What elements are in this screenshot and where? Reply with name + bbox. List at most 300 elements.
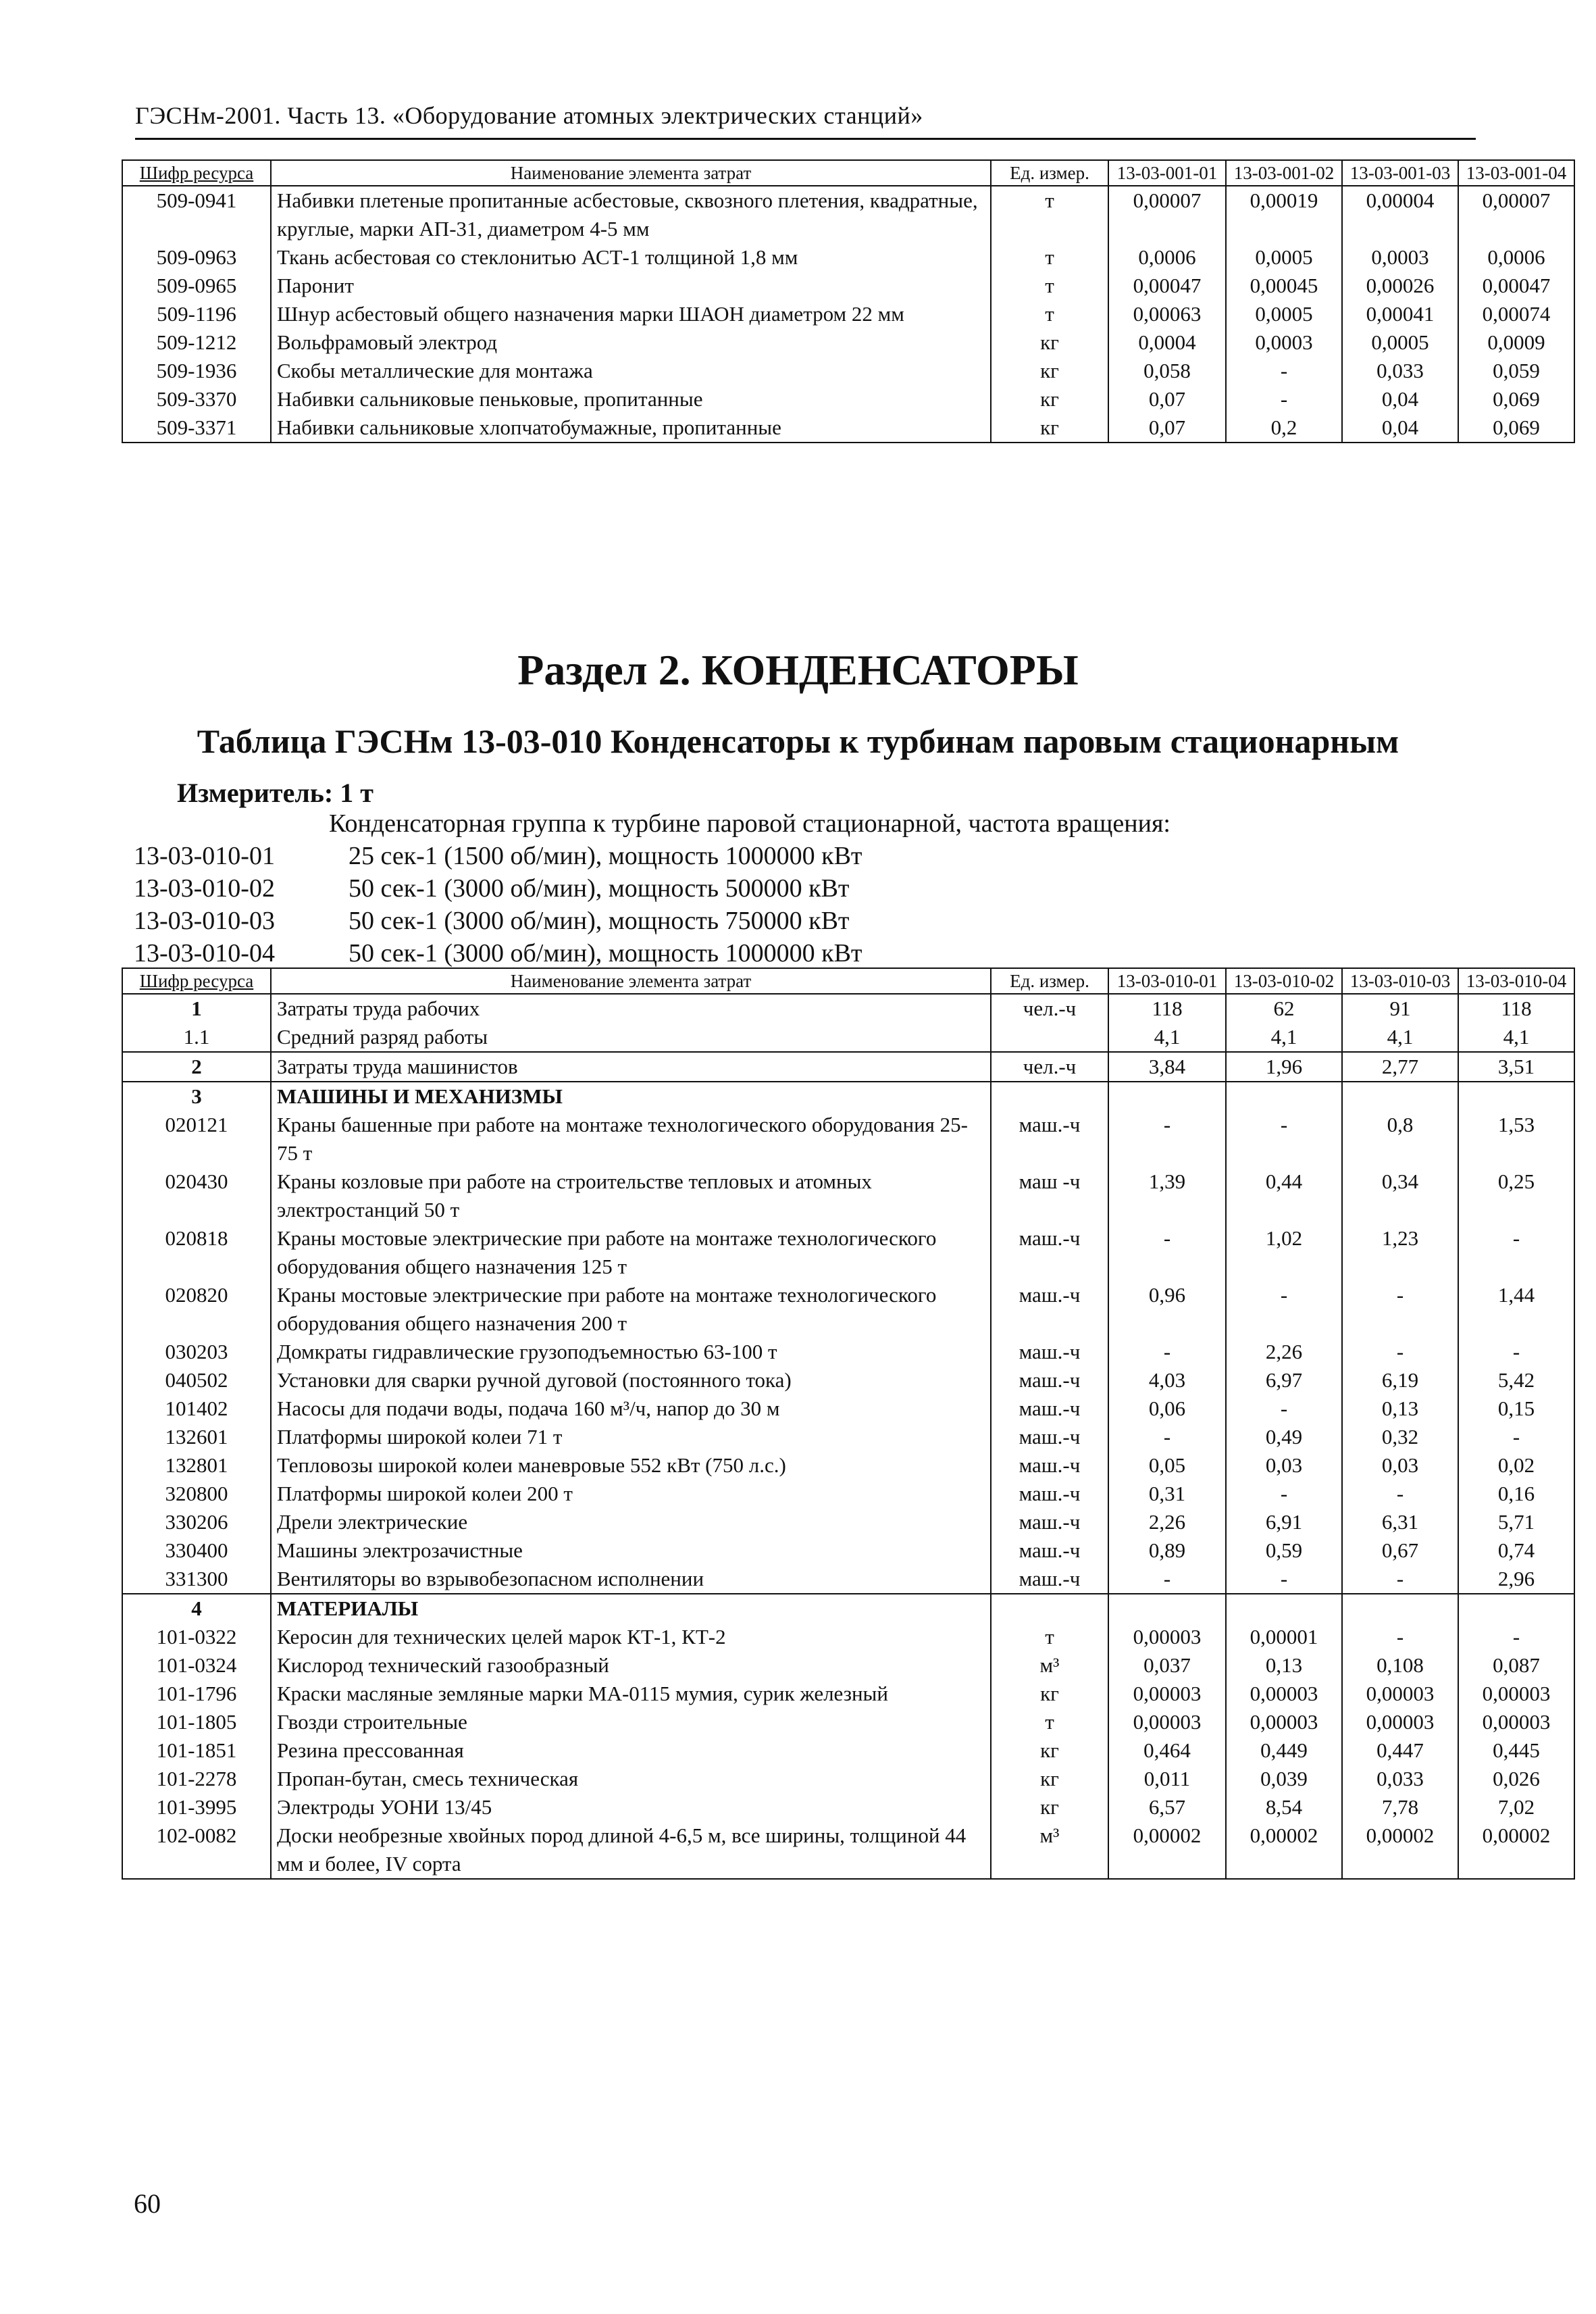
description-code: 13-03-010-02 — [134, 874, 275, 903]
value-cell: 6,57 — [1108, 1793, 1226, 1821]
code-cell: 101402 — [122, 1394, 271, 1423]
value-cell: 0,00007 — [1108, 186, 1226, 243]
description-code: 13-03-010-04 — [134, 939, 275, 967]
unit-cell: маш -ч — [991, 1167, 1108, 1224]
unit-cell: кг — [991, 357, 1108, 385]
value-cell: 0,00003 — [1108, 1708, 1226, 1736]
value-cell: - — [1342, 1565, 1458, 1594]
value-cell: - — [1226, 385, 1342, 413]
column-header-unit: Ед. измер. — [991, 160, 1108, 186]
description-item — [134, 840, 863, 872]
value-cell: 91 — [1342, 994, 1458, 1023]
value-cell: 6,31 — [1342, 1508, 1458, 1536]
value-cell: 4,1 — [1226, 1023, 1342, 1052]
code-cell: 509-1196 — [122, 300, 271, 328]
value-cell: 0,00047 — [1108, 272, 1226, 300]
value-cell: - — [1458, 1338, 1574, 1366]
value-cell: 2,96 — [1458, 1565, 1574, 1594]
value-cell: 0,03 — [1226, 1451, 1342, 1480]
code-cell: 102-0082 — [122, 1821, 271, 1879]
description-item — [134, 937, 863, 970]
value-cell: 0,00041 — [1342, 300, 1458, 328]
unit-cell: маш.-ч — [991, 1224, 1108, 1281]
value-cell — [1458, 1082, 1574, 1111]
value-cell: 0,0004 — [1108, 328, 1226, 357]
code-cell: 3 — [122, 1082, 271, 1111]
value-cell: 0,32 — [1342, 1423, 1458, 1451]
value-cell: 0,44 — [1226, 1167, 1342, 1224]
table-row — [122, 413, 1574, 443]
value-cell: 0,033 — [1342, 1765, 1458, 1793]
value-cell: 0,15 — [1458, 1394, 1574, 1423]
code-cell: 330206 — [122, 1508, 271, 1536]
name-cell: Насосы для подачи воды, подача 160 м³/ч, напор до 30 м — [271, 1394, 991, 1423]
value-cell: 118 — [1458, 994, 1574, 1023]
value-cell: 0,06 — [1108, 1394, 1226, 1423]
table-row — [122, 186, 1574, 243]
value-cell: 0,069 — [1458, 385, 1574, 413]
value-cell: 0,011 — [1108, 1765, 1226, 1793]
value-cell: 0,00026 — [1342, 272, 1458, 300]
table-row — [122, 1623, 1574, 1651]
column-header-code: Шифр ресурса — [122, 160, 271, 186]
value-cell: 0,069 — [1458, 413, 1574, 443]
code-cell: 1.1 — [122, 1023, 271, 1052]
value-cell: 0,00003 — [1342, 1708, 1458, 1736]
name-cell: Гвозди строительные — [271, 1708, 991, 1736]
unit-cell: чел.-ч — [991, 1052, 1108, 1082]
table-body — [122, 994, 1574, 1879]
description-text: 50 сек-1 (3000 об/мин), мощность 1000000 кВт — [349, 939, 863, 967]
unit-cell: т — [991, 1623, 1108, 1651]
code-cell: 4 — [122, 1594, 271, 1623]
value-cell: 0,74 — [1458, 1536, 1574, 1565]
value-cell: 7,02 — [1458, 1793, 1574, 1821]
value-cell: 0,00002 — [1108, 1821, 1226, 1879]
value-cell: 5,42 — [1458, 1366, 1574, 1394]
name-cell: Платформы широкой колеи 200 т — [271, 1480, 991, 1508]
value-cell: 3,51 — [1458, 1052, 1574, 1082]
value-cell — [1226, 1594, 1342, 1623]
table-row — [122, 1536, 1574, 1565]
table-row — [122, 1480, 1574, 1508]
value-cell: 0,13 — [1226, 1651, 1342, 1680]
code-cell: 020820 — [122, 1281, 271, 1338]
table-row — [122, 1394, 1574, 1423]
value-cell: 0,67 — [1342, 1536, 1458, 1565]
column-header-norm: 13-03-001-01 — [1108, 160, 1226, 186]
table-row — [122, 328, 1574, 357]
unit-cell: кг — [991, 385, 1108, 413]
table-row — [122, 1423, 1574, 1451]
name-cell: Машины электрозачистные — [271, 1536, 991, 1565]
unit-cell: т — [991, 1708, 1108, 1736]
value-cell: 0,00003 — [1458, 1680, 1574, 1708]
value-cell: - — [1108, 1565, 1226, 1594]
column-header-name: Наименование элемента затрат — [271, 968, 991, 994]
value-cell: 0,02 — [1458, 1451, 1574, 1480]
value-cell: 0,00007 — [1458, 186, 1574, 243]
code-cell: 101-2278 — [122, 1765, 271, 1793]
value-cell: 0,00003 — [1108, 1680, 1226, 1708]
value-cell: 5,71 — [1458, 1508, 1574, 1536]
value-cell: 0,00019 — [1226, 186, 1342, 243]
section-heading-row — [122, 1082, 1574, 1111]
value-cell: - — [1108, 1111, 1226, 1167]
running-header: ГЭСНм-2001. Часть 13. «Оборудование атомных электрических станций» — [135, 102, 923, 129]
name-cell: Пропан-бутан, смесь техническая — [271, 1765, 991, 1793]
unit-cell: маш.-ч — [991, 1338, 1108, 1366]
unit-cell: кг — [991, 328, 1108, 357]
value-cell: 0,00063 — [1108, 300, 1226, 328]
value-cell: 0,07 — [1108, 413, 1226, 443]
value-cell: 1,96 — [1226, 1052, 1342, 1082]
name-cell: Набивки плетеные пропитанные асбестовые, сквозного плетения, квадратные, круглые, марки АП-31, диаметром 4-5 мм — [271, 186, 991, 243]
value-cell: 0,16 — [1458, 1480, 1574, 1508]
value-cell: 0,087 — [1458, 1651, 1574, 1680]
unit-cell: маш.-ч — [991, 1565, 1108, 1594]
name-cell: Шнур асбестовый общего назначения марки ШАОН диаметром 22 мм — [271, 300, 991, 328]
value-cell: 0,0005 — [1342, 328, 1458, 357]
value-cell — [1458, 1594, 1574, 1623]
unit-cell: м³ — [991, 1821, 1108, 1879]
table-row — [122, 1651, 1574, 1680]
value-cell: 0,00004 — [1342, 186, 1458, 243]
name-cell: Набивки сальниковые хлопчатобумажные, пропитанные — [271, 413, 991, 443]
value-cell: 4,1 — [1342, 1023, 1458, 1052]
table-header-row — [122, 968, 1574, 994]
value-cell: 0,00003 — [1226, 1708, 1342, 1736]
code-cell: 331300 — [122, 1565, 271, 1594]
value-cell: 2,77 — [1342, 1052, 1458, 1082]
code-cell: 030203 — [122, 1338, 271, 1366]
value-cell: 1,39 — [1108, 1167, 1226, 1224]
unit-cell: маш.-ч — [991, 1451, 1108, 1480]
header-rule — [135, 138, 1476, 140]
value-cell: 0,07 — [1108, 385, 1226, 413]
section-title: Раздел 2. КОНДЕНСАТОРЫ — [517, 646, 1079, 694]
table-row — [122, 357, 1574, 385]
value-cell: 6,91 — [1226, 1508, 1342, 1536]
value-cell: - — [1108, 1423, 1226, 1451]
name-cell: Краны мостовые электрические при работе на монтаже технологического оборудования общего назначения 200 т — [271, 1281, 991, 1338]
value-cell: 0,00045 — [1226, 272, 1342, 300]
column-header-name: Наименование элемента затрат — [271, 160, 991, 186]
code-cell: 101-1796 — [122, 1680, 271, 1708]
value-cell: 0,13 — [1342, 1394, 1458, 1423]
value-cell: 0,059 — [1458, 357, 1574, 385]
value-cell: 0,037 — [1108, 1651, 1226, 1680]
value-cell: 0,447 — [1342, 1736, 1458, 1765]
value-cell — [1226, 1082, 1342, 1111]
code-cell: 020430 — [122, 1167, 271, 1224]
table-row — [122, 1281, 1574, 1338]
value-cell: 0,25 — [1458, 1167, 1574, 1224]
value-cell: 0,0009 — [1458, 328, 1574, 357]
value-cell: 1,23 — [1342, 1224, 1458, 1281]
code-cell: 101-1851 — [122, 1736, 271, 1765]
unit-cell: маш.-ч — [991, 1536, 1108, 1565]
column-header-norm: 13-03-001-02 — [1226, 160, 1342, 186]
name-cell: Краны башенные при работе на монтаже технологического оборудования 25-75 т — [271, 1111, 991, 1167]
value-cell: 0,058 — [1108, 357, 1226, 385]
value-cell: - — [1458, 1224, 1574, 1281]
column-header-unit: Ед. измер. — [991, 968, 1108, 994]
name-cell: Кислород технический газообразный — [271, 1651, 991, 1680]
name-cell: Затраты труда машинистов — [271, 1052, 991, 1082]
value-cell: 6,97 — [1226, 1366, 1342, 1394]
description-text: 50 сек-1 (3000 об/мин), мощность 500000 кВт — [349, 874, 850, 903]
value-cell: 0,00002 — [1342, 1821, 1458, 1879]
name-cell: МАШИНЫ И МЕХАНИЗМЫ — [271, 1082, 991, 1111]
table-row — [122, 1736, 1574, 1765]
table-row — [122, 1793, 1574, 1821]
code-cell: 509-0963 — [122, 243, 271, 272]
value-cell: 0,026 — [1458, 1765, 1574, 1793]
name-cell: Резина прессованная — [271, 1736, 991, 1765]
value-cell: 0,0006 — [1458, 243, 1574, 272]
table-row — [122, 1708, 1574, 1736]
name-cell: Затраты труда рабочих — [271, 994, 991, 1023]
value-cell — [1342, 1082, 1458, 1111]
value-cell: 0,0006 — [1108, 243, 1226, 272]
column-header-norm: 13-03-001-03 — [1342, 160, 1458, 186]
value-cell: 2,26 — [1226, 1338, 1342, 1366]
name-cell: Средний разряд работы — [271, 1023, 991, 1052]
value-cell: - — [1342, 1623, 1458, 1651]
value-cell: 0,0003 — [1342, 243, 1458, 272]
value-cell: 1,53 — [1458, 1111, 1574, 1167]
unit-cell: маш.-ч — [991, 1394, 1108, 1423]
name-cell: Керосин для технических целей марок КТ-1, КТ-2 — [271, 1623, 991, 1651]
code-cell: 320800 — [122, 1480, 271, 1508]
unit-cell: т — [991, 186, 1108, 243]
code-cell: 101-0322 — [122, 1623, 271, 1651]
table-row — [122, 1765, 1574, 1793]
code-cell: 101-3995 — [122, 1793, 271, 1821]
unit-cell: маш.-ч — [991, 1508, 1108, 1536]
table-row — [122, 1052, 1574, 1082]
value-cell — [1342, 1594, 1458, 1623]
value-cell: 0,108 — [1342, 1651, 1458, 1680]
column-header-norm: 13-03-010-02 — [1226, 968, 1342, 994]
code-cell: 101-0324 — [122, 1651, 271, 1680]
unit-cell — [991, 1594, 1108, 1623]
value-cell: 0,0003 — [1226, 328, 1342, 357]
value-cell: 0,2 — [1226, 413, 1342, 443]
page-number: 60 — [134, 2188, 161, 2219]
value-cell: - — [1108, 1224, 1226, 1281]
value-cell: 4,1 — [1458, 1023, 1574, 1052]
code-cell: 509-0941 — [122, 186, 271, 243]
name-cell: Ткань асбестовая со стеклонитью АСТ-1 толщиной 1,8 мм — [271, 243, 991, 272]
value-cell: 118 — [1108, 994, 1226, 1023]
value-cell: - — [1342, 1338, 1458, 1366]
value-cell: 0,96 — [1108, 1281, 1226, 1338]
value-cell: 0,49 — [1226, 1423, 1342, 1451]
table-row — [122, 1451, 1574, 1480]
value-cell: 3,84 — [1108, 1052, 1226, 1082]
value-cell: 4,03 — [1108, 1366, 1226, 1394]
code-cell: 020121 — [122, 1111, 271, 1167]
value-cell: 7,78 — [1342, 1793, 1458, 1821]
value-cell: 0,00002 — [1226, 1821, 1342, 1879]
name-cell: Краны козловые при работе на строительстве тепловых и атомных электростанций 50 т — [271, 1167, 991, 1224]
unit-cell: т — [991, 272, 1108, 300]
column-header-code: Шифр ресурса — [122, 968, 271, 994]
name-cell: Домкраты гидравлические грузоподъемностью 63-100 т — [271, 1338, 991, 1366]
name-cell: Краски масляные земляные марки МА-0115 мумия, сурик железный — [271, 1680, 991, 1708]
unit-cell: кг — [991, 1765, 1108, 1793]
column-header-norm: 13-03-010-01 — [1108, 968, 1226, 994]
value-cell: 8,54 — [1226, 1793, 1342, 1821]
description-item — [134, 905, 850, 937]
table-row — [122, 385, 1574, 413]
column-header-norm: 13-03-001-04 — [1458, 160, 1574, 186]
value-cell: 0,8 — [1342, 1111, 1458, 1167]
code-cell: 509-3371 — [122, 413, 271, 443]
table-row — [122, 300, 1574, 328]
description-code: 13-03-010-01 — [134, 842, 275, 870]
value-cell: 0,0005 — [1226, 243, 1342, 272]
value-cell — [1108, 1082, 1226, 1111]
unit-cell: т — [991, 243, 1108, 272]
value-cell: 1,02 — [1226, 1224, 1342, 1281]
table-row — [122, 1821, 1574, 1879]
name-cell: Скобы металлические для монтажа — [271, 357, 991, 385]
name-cell: Доски необрезные хвойных пород длиной 4-6,5 м, все ширины, толщиной 44 мм и более, IV сорта — [271, 1821, 991, 1879]
name-cell: Паронит — [271, 272, 991, 300]
code-cell: 509-0965 — [122, 272, 271, 300]
value-cell: 0,89 — [1108, 1536, 1226, 1565]
value-cell: 0,59 — [1226, 1536, 1342, 1565]
value-cell: 0,05 — [1108, 1451, 1226, 1480]
value-cell: - — [1458, 1423, 1574, 1451]
value-cell: 1,44 — [1458, 1281, 1574, 1338]
table-row — [122, 994, 1574, 1023]
value-cell: 0,033 — [1342, 357, 1458, 385]
value-cell: 62 — [1226, 994, 1342, 1023]
value-cell: 0,464 — [1108, 1736, 1226, 1765]
unit-cell: кг — [991, 1793, 1108, 1821]
meter-label: Измеритель: 1 т — [177, 778, 374, 808]
value-cell: 0,039 — [1226, 1765, 1342, 1793]
unit-cell: маш.-ч — [991, 1111, 1108, 1167]
column-header-norm: 13-03-010-04 — [1458, 968, 1574, 994]
value-cell: 0,00003 — [1342, 1680, 1458, 1708]
table-row — [122, 1023, 1574, 1052]
code-cell: 1 — [122, 994, 271, 1023]
value-cell: - — [1458, 1623, 1574, 1651]
code-cell: 509-3370 — [122, 385, 271, 413]
name-cell: Платформы широкой колеи 71 т — [271, 1423, 991, 1451]
table-row — [122, 1508, 1574, 1536]
value-cell: 0,0005 — [1226, 300, 1342, 328]
unit-cell: кг — [991, 413, 1108, 443]
value-cell: 0,04 — [1342, 413, 1458, 443]
value-cell: 2,26 — [1108, 1508, 1226, 1536]
value-cell: 4,1 — [1108, 1023, 1226, 1052]
value-cell: 0,34 — [1342, 1167, 1458, 1224]
value-cell: - — [1226, 1480, 1342, 1508]
unit-cell: чел.-ч — [991, 994, 1108, 1023]
name-cell: Тепловозы широкой колеи маневровые 552 кВт (750 л.с.) — [271, 1451, 991, 1480]
value-cell: - — [1226, 1111, 1342, 1167]
value-cell: 0,00003 — [1458, 1708, 1574, 1736]
code-cell: 132801 — [122, 1451, 271, 1480]
column-header-norm: 13-03-010-03 — [1342, 968, 1458, 994]
unit-cell: маш.-ч — [991, 1423, 1108, 1451]
unit-cell: маш.-ч — [991, 1281, 1108, 1338]
unit-cell: кг — [991, 1736, 1108, 1765]
value-cell: 0,03 — [1342, 1451, 1458, 1480]
value-cell: - — [1342, 1480, 1458, 1508]
table-row — [122, 1167, 1574, 1224]
resources-table-continued — [122, 159, 1575, 443]
value-cell: 0,00074 — [1458, 300, 1574, 328]
value-cell: 0,04 — [1342, 385, 1458, 413]
code-cell: 020818 — [122, 1224, 271, 1281]
value-cell: 0,449 — [1226, 1736, 1342, 1765]
unit-cell: м³ — [991, 1651, 1108, 1680]
table-row — [122, 1338, 1574, 1366]
unit-cell: маш.-ч — [991, 1480, 1108, 1508]
value-cell: - — [1226, 357, 1342, 385]
table-row — [122, 1111, 1574, 1167]
value-cell: - — [1226, 1281, 1342, 1338]
value-cell: 6,19 — [1342, 1366, 1458, 1394]
description-intro: Конденсаторная группа к турбине паровой стационарной, частота вращения: — [329, 809, 1170, 838]
section-heading-row — [122, 1594, 1574, 1623]
name-cell: Вентиляторы во взрывобезопасном исполнении — [271, 1565, 991, 1594]
table-header-row — [122, 160, 1574, 186]
table-body — [122, 186, 1574, 443]
unit-cell: т — [991, 300, 1108, 328]
description-item — [134, 872, 850, 905]
description-text: 50 сек-1 (3000 об/мин), мощность 750000 кВт — [349, 907, 850, 935]
name-cell: Набивки сальниковые пеньковые, пропитанные — [271, 385, 991, 413]
value-cell: 0,00047 — [1458, 272, 1574, 300]
value-cell: 0,445 — [1458, 1736, 1574, 1765]
table-row — [122, 1224, 1574, 1281]
value-cell: - — [1108, 1338, 1226, 1366]
code-cell: 040502 — [122, 1366, 271, 1394]
code-cell: 509-1212 — [122, 328, 271, 357]
unit-cell — [991, 1023, 1108, 1052]
table-title: Таблица ГЭСНм 13-03-010 Конденсаторы к турбинам паровым стационарным — [197, 722, 1399, 760]
value-cell: - — [1342, 1281, 1458, 1338]
code-cell: 101-1805 — [122, 1708, 271, 1736]
name-cell: Вольфрамовый электрод — [271, 328, 991, 357]
value-cell: - — [1226, 1394, 1342, 1423]
name-cell: МАТЕРИАЛЫ — [271, 1594, 991, 1623]
table-row — [122, 1366, 1574, 1394]
value-cell — [1108, 1594, 1226, 1623]
value-cell: 0,00003 — [1226, 1680, 1342, 1708]
description-code: 13-03-010-03 — [134, 907, 275, 935]
value-cell: 0,00003 — [1108, 1623, 1226, 1651]
condensers-resources-table — [122, 967, 1575, 1880]
value-cell: 0,00002 — [1458, 1821, 1574, 1879]
description-text: 25 сек-1 (1500 об/мин), мощность 1000000 кВт — [349, 842, 863, 870]
name-cell: Краны мостовые электрические при работе на монтаже технологического оборудования общего назначения 125 т — [271, 1224, 991, 1281]
table-row — [122, 1565, 1574, 1594]
name-cell: Установки для сварки ручной дуговой (постоянного тока) — [271, 1366, 991, 1394]
value-cell: 0,31 — [1108, 1480, 1226, 1508]
code-cell: 509-1936 — [122, 357, 271, 385]
value-cell: 0,00001 — [1226, 1623, 1342, 1651]
unit-cell: кг — [991, 1680, 1108, 1708]
